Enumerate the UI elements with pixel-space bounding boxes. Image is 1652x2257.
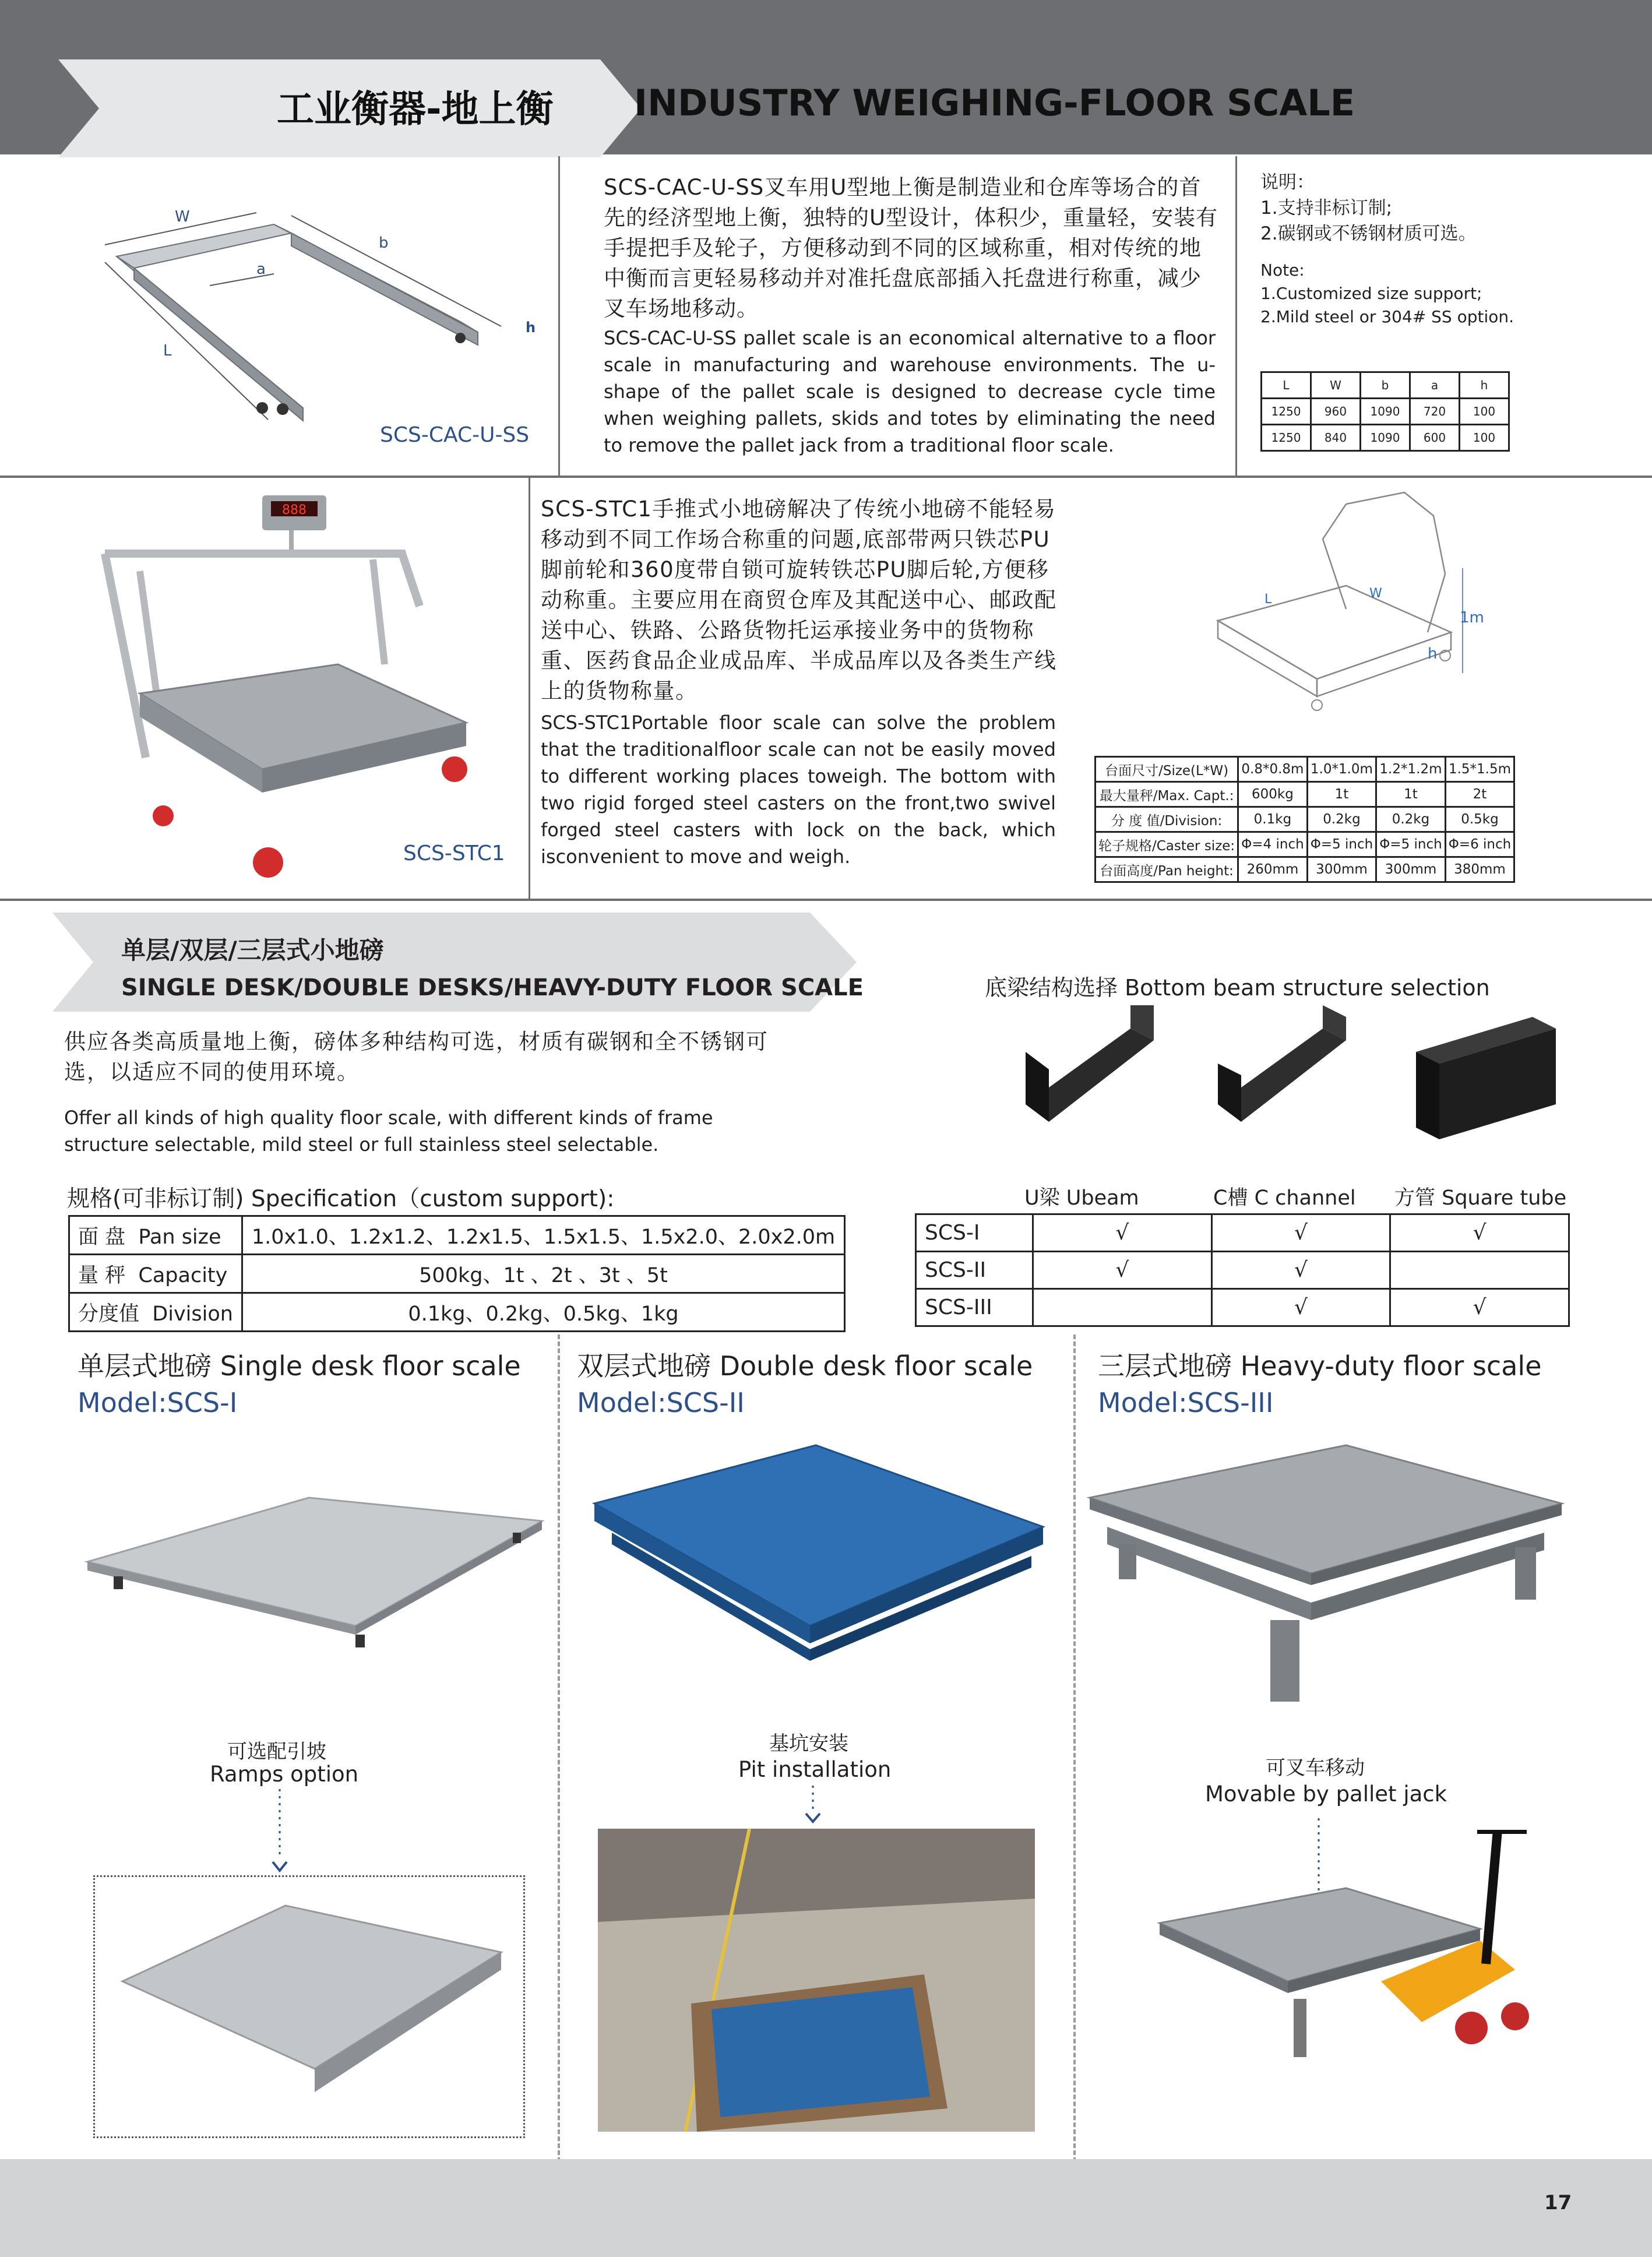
arrow-down-icon [804, 1786, 822, 1826]
product-model-heavy: Model:SCS-III [1098, 1387, 1274, 1418]
beam-title: 底梁结构选择 Bottom beam structure selection [985, 975, 1490, 1001]
dim-label-l: L [163, 342, 172, 360]
table-cell: 最大量秤/Max. Capt.: [1096, 782, 1238, 807]
beam-type-label: U梁 Ubeam [1024, 1186, 1139, 1210]
page-title-en: INDUSTRY WEIGHING-FLOOR SCALE [634, 82, 1355, 124]
table-cell: 600 [1410, 425, 1460, 451]
table-cell: 台面尺寸/Size(L*W) [1096, 757, 1238, 782]
beam-illustrations [1014, 1005, 1573, 1157]
check-mark-icon: √ [1211, 1214, 1390, 1252]
pallet-jack-scale-image [1154, 1830, 1573, 2098]
diagram-label-h: h [1428, 645, 1438, 663]
option-en-jack: Movable by pallet jack [1205, 1781, 1447, 1807]
table-cell: 1250 [1262, 425, 1311, 451]
table-row [916, 1214, 1569, 1252]
spec-value: 0.1kg、0.2kg、0.5kg、1kg [242, 1293, 844, 1332]
note-cn-1: 1.支持非标订制; [1260, 198, 1393, 219]
dim-label-a: a [256, 260, 266, 278]
page-title-cn: 工业衡器-地上衡 [277, 88, 554, 131]
table-row [1096, 757, 1514, 782]
table-header-row [1262, 372, 1509, 399]
table-row [1262, 425, 1509, 451]
divider [558, 156, 560, 476]
option-cn-pit: 基坑安装 [769, 1732, 848, 1755]
u-scale-model-label: SCS-CAC-U-SS [380, 423, 530, 447]
section2-title-cn: 单层/双层/三层式小地磅 [121, 936, 384, 964]
square-tube-icon [1416, 1017, 1556, 1139]
table-cell: 1250 [1262, 399, 1311, 425]
table-cell: 1t [1376, 782, 1446, 807]
section2-title-en: SINGLE DESK/DOUBLE DESKS/HEAVY-DUTY FLOOR SCALE [121, 974, 864, 1001]
heavy-duty-scale-image [1084, 1434, 1568, 1713]
table-row [1096, 807, 1514, 832]
arrow-down-icon [271, 1789, 288, 1876]
table-cell: Φ=5 inch [1376, 832, 1446, 857]
table-cell: 1.2*1.2m [1376, 757, 1446, 782]
note-en-2: 2.Mild steel or 304# SS option. [1260, 307, 1514, 326]
diagram-label-l: L [1264, 592, 1272, 607]
spec-label-cn: 面 盘 [78, 1225, 126, 1249]
u-beam-icon [1026, 1005, 1154, 1122]
note-cn-2: 2.碳钢或不锈钢材质可选。 [1260, 223, 1477, 244]
table-cell: 600kg [1238, 782, 1308, 807]
table-header-cell: h [1460, 372, 1509, 399]
beam-row-model: SCS-I [916, 1214, 1033, 1252]
diagram-label-w: W [1369, 586, 1382, 601]
check-mark-icon: √ [1390, 1214, 1569, 1252]
stc1-spec-table [1094, 756, 1515, 883]
table-row [1096, 832, 1514, 857]
option-cn-jack: 可叉车移动 [1266, 1756, 1365, 1780]
diagram-label-height: 1m [1460, 609, 1484, 626]
u-scale-desc-en: SCS-CAC-U-SS pallet scale is an economical alternative to a floor scale in manufacturing and warehouse environments. The u-shape of the pallet scale is designed to decrease cycle time when weighing pallets, skids and totes by eliminating the need to remove the pallet jack from a traditional floor scale. [604, 327, 1216, 456]
column-divider [1073, 1335, 1076, 2162]
stc1-product-image [93, 490, 489, 886]
product-title-heavy: 三层式地磅 Heavy-duty floor scale [1098, 1350, 1542, 1382]
check-mark-icon [1033, 1289, 1212, 1326]
stc1-line-drawing [1206, 481, 1556, 726]
product-title-single: 单层式地磅 Single desk floor scale [78, 1350, 521, 1382]
dim-label-w: W [175, 208, 190, 226]
spec-label-en: Capacity [138, 1263, 228, 1287]
divider [0, 899, 1652, 901]
table-cell: 720 [1410, 399, 1460, 425]
spec-label-en: Division [152, 1302, 233, 1326]
divider [0, 476, 1652, 478]
table-cell: 1090 [1361, 425, 1410, 451]
check-mark-icon: √ [1033, 1214, 1212, 1252]
note-en-title: Note: [1260, 260, 1305, 280]
u-scale-note-cn [1260, 170, 1477, 247]
u-scale-dimension-table [1260, 371, 1510, 452]
table-header-cell: a [1410, 372, 1460, 399]
single-desk-scale-image [82, 1457, 548, 1678]
dim-label-b: b [379, 234, 389, 252]
table-cell: 300mm [1307, 857, 1376, 882]
table-row [1096, 782, 1514, 807]
table-cell: Φ=5 inch [1307, 832, 1376, 857]
table-row [1262, 399, 1509, 425]
table-cell: 300mm [1376, 857, 1446, 882]
spec-label-en: Pan size [138, 1225, 221, 1249]
check-mark-icon [1390, 1252, 1569, 1289]
section2-desc-en: Offer all kinds of high quality floor scale, with different kinds of frame structure selectable, mild steel or full stainless steel selectable. [64, 1107, 713, 1156]
double-desk-scale-image [589, 1439, 1055, 1696]
table-cell: 0.2kg [1307, 807, 1376, 832]
column-divider [558, 1335, 560, 2162]
section2-desc-cn: 供应各类高质量地上衡，磅体多种结构可选，材质有碳钢和全不锈钢可选，以适应不同的使用环境。 [64, 1029, 769, 1085]
check-mark-icon: √ [1211, 1252, 1390, 1289]
u-scale-diagram [82, 192, 536, 437]
spec-title: 规格(可非标订制) Specification（custom support): [67, 1186, 615, 1212]
table-cell: 0.1kg [1238, 807, 1308, 832]
beam-type-label: 方管 Square tube [1394, 1186, 1567, 1210]
check-mark-icon: √ [1033, 1252, 1212, 1289]
pit-installation-image [598, 1829, 1035, 2132]
check-mark-icon: √ [1211, 1289, 1390, 1326]
table-row [916, 1289, 1569, 1326]
option-en-pit: Pit installation [738, 1757, 892, 1782]
table-cell: 100 [1460, 425, 1509, 451]
table-cell: 1.5*1.5m [1445, 757, 1514, 782]
table-header-cell: L [1262, 372, 1311, 399]
stc1-desc-cn: SCS-STC1手推式小地磅解决了传统小地磅不能轻易移动到不同工作场合称重的问题,底部带两只铁芯PU脚前轮和360度带自锁可旋转铁芯PU脚后轮,方便移动称重。主要应用在商贸仓库及其配送中心、邮政配送中心、铁路、公路货物托运承接业务中的货物称重、医药食品企业成品库、半成品库以及各类生产线上的货物称量。 [541, 497, 1057, 703]
divider [529, 478, 530, 899]
c-channel-icon [1218, 1005, 1346, 1122]
option-cn-ramps: 可选配引坡 [227, 1740, 326, 1763]
beam-row-model: SCS-II [916, 1252, 1033, 1289]
table-header-cell: W [1311, 372, 1361, 399]
table-cell: Φ=4 inch [1238, 832, 1308, 857]
table-cell: 1090 [1361, 399, 1410, 425]
table-cell: 100 [1460, 399, 1509, 425]
table-row [1096, 857, 1514, 882]
ramp-image [117, 1894, 507, 2098]
table-cell: 1.0*1.0m [1307, 757, 1376, 782]
table-row [916, 1252, 1569, 1289]
table-cell: 0.2kg [1376, 807, 1446, 832]
u-scale-desc-cn: SCS-CAC-U-SS叉车用U型地上衡是制造业和仓库等场合的首先的经济型地上衡，独特的U型设计，体积少，重量轻，安装有手提把手及轮子，方便移动到不同的区域称重，相对传统的地中衡而言更轻易移动并对准托盘底部插入托盘进行称重，减少叉车场地移动。 [604, 175, 1218, 321]
table-cell: 0.8*0.8m [1238, 757, 1308, 782]
table-cell: 2t [1445, 782, 1514, 807]
u-scale-note-en [1260, 259, 1514, 329]
table-row [69, 1293, 845, 1332]
table-cell: 960 [1311, 399, 1361, 425]
beam-row-model: SCS-III [916, 1289, 1033, 1326]
dim-label-h: h [526, 319, 536, 336]
product-title-double: 双层式地磅 Double desk floor scale [577, 1350, 1033, 1382]
table-cell: Φ=6 inch [1445, 832, 1514, 857]
beam-type-label: C槽 C channel [1213, 1186, 1356, 1210]
product-model-double: Model:SCS-II [577, 1387, 745, 1418]
check-mark-icon: √ [1390, 1289, 1569, 1326]
table-cell: 轮子规格/Caster size: [1096, 832, 1238, 857]
spec-label-cn: 量 秤 [78, 1263, 126, 1287]
table-cell: 1t [1307, 782, 1376, 807]
stc1-model-label: SCS-STC1 [403, 841, 505, 865]
spec-table [68, 1215, 846, 1332]
indicator-readout: 888 [282, 503, 307, 517]
table-cell: 分 度 值/Division: [1096, 807, 1238, 832]
table-row [69, 1216, 845, 1255]
spec-value: 500kg、1t 、2t 、3t 、5t [242, 1255, 844, 1293]
divider [1235, 156, 1237, 476]
spec-value: 1.0x1.0、1.2x1.2、1.2x1.5、1.5x1.5、1.5x2.0、2.0x2.0m [242, 1216, 844, 1255]
note-cn-title: 说明： [1260, 172, 1315, 193]
footer-band [0, 2159, 1652, 2257]
table-cell: 840 [1311, 425, 1361, 451]
table-cell: 台面高度/Pan height: [1096, 857, 1238, 882]
option-en-ramps: Ramps option [210, 1762, 359, 1787]
table-cell: 0.5kg [1445, 807, 1514, 832]
beam-selection-table [915, 1213, 1570, 1327]
product-model-single: Model:SCS-I [78, 1387, 238, 1418]
stc1-desc-en: SCS-STC1Portable floor scale can solve the problem that the traditionalfloor scale can not be easily moved to different working places toweigh. The bottom with two rigid forged steel casters on the front,two swivel forged steel casters with lock on the back, which isconvenient to move and weigh. [541, 712, 1056, 868]
table-cell: 380mm [1445, 857, 1514, 882]
table-header-cell: b [1361, 372, 1410, 399]
table-cell: 260mm [1238, 857, 1308, 882]
table-row [69, 1255, 845, 1293]
spec-label-cn: 分度值 [78, 1302, 140, 1326]
page-number: 17 [1544, 2191, 1572, 2214]
note-en-1: 1.Customized size support; [1260, 284, 1482, 303]
